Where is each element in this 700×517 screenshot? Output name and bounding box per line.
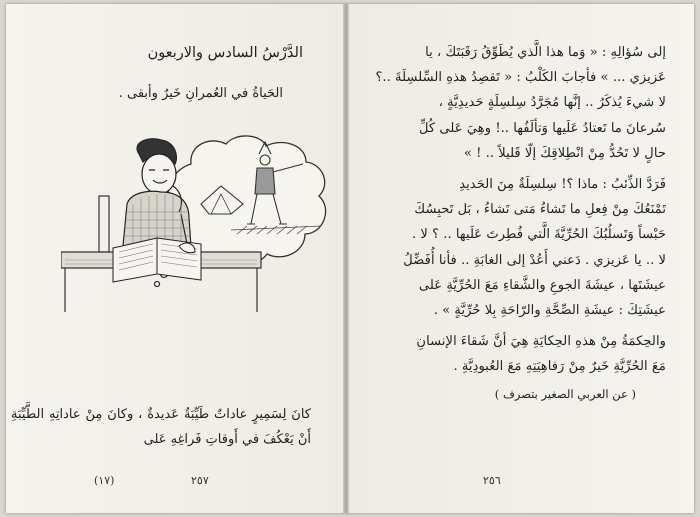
story-line: تَمْنَعُكَ مِنْ فِعلِ ما تَشاءُ مَتى تَشاءُ ، بَل تَحبِسُكَ: [414, 202, 666, 218]
lesson-title: الدَّرْسُ السادس والاربعون: [147, 45, 303, 61]
story-line: مَعَ الحُرِّيَّةِ خَيرٌ مِنْ رَفاهِيَتِهِ مَعَ العُبودِيَّةِ .: [453, 359, 666, 375]
story-line: لا شيءَ يُذكَرُ .. إنَّها مُجَرَّدُ سِلسِلَةٍ حَديدِيَّةٍ ،: [438, 95, 666, 111]
page-number-left: ٢٥٧: [191, 474, 209, 487]
story-line: حَبْساً وَتَسلُبُكَ الحُرِّيَّةَ الَّتي فُطِرتَ عَلَيها .. ؟ لا .: [412, 227, 666, 243]
story-line: فَرَدَّ الذِّئبُ : ماذا ؟! سِلسِلَةٌ مِنَ الحَديدِ: [459, 177, 666, 193]
source-citation: ( عن العربي الصغير بتصرف ): [494, 386, 636, 401]
left-page: [6, 4, 343, 513]
right-page: [349, 4, 694, 513]
story-line: عَزيزي ... » فأجابَ الكَلْبُ : « تَقصِدُ هذهِ السِّلسِلَةَ ..؟: [375, 70, 666, 86]
story-line: والحِكمَةُ مِنْ هذهِ الحِكايَةِ هِيَ أنَّ شَقاءَ الإنسانِ: [416, 334, 666, 350]
signature-number: (١٧): [94, 474, 115, 487]
boy-reading-illustration: [61, 134, 343, 314]
story-line: إلى سُؤالِهِ : « وَما هذا الَّذي يُطَوِّقُ رَقَبَتَكَ ، يا: [425, 45, 666, 60]
lesson-subtitle: الحَياةُ في العُمرانِ خَيرٌ وأبقى .: [118, 86, 283, 101]
lesson-paragraph: كانَ لِسَمِيرٍ عاداتٌ طَيِّبَةٌ عَديدةٌ ، وكانَ مِنْ عاداتِهِ الطَّيِّبَةِ أَنْ يَعْكُفَ في أَوقاتِ فَراغِهِ عَلى: [11, 407, 311, 447]
story-line: سُرعانَ ما تَعتادُ عَلَيها وَتألَفُها ..! وهِيَ عَلى كُلِّ: [418, 120, 666, 136]
book-spread: [6, 4, 694, 513]
story-line: عيشَتَها ، عيشَةَ الجوعِ والشَّقاءِ مَعَ الحُرِّيَّةِ عَلى: [418, 277, 666, 293]
page-number-right: ٢٥٦: [483, 474, 501, 487]
story-text: [366, 40, 666, 407]
story-line: لا .. يا عَزيزي . دَعني أَعُدْ إلى الغابَةِ .. فأنا أُفَضِّلُ: [403, 252, 666, 268]
story-line: حالٍ لا تَحُدُّ مِنْ انْطِلاقِكَ إلّا قَليلاً .. ! »: [463, 145, 666, 161]
story-line: عيشَتِكَ : عيشَةِ الصِّحَّةِ والرّاحَةِ بِلا حُرِّيَّةٍ » .: [433, 303, 666, 319]
